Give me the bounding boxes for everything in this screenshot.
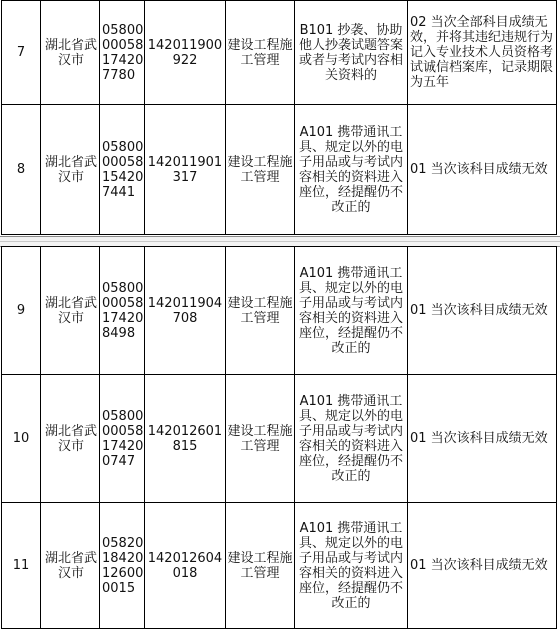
violation-reason-cell: A101 携带通讯工具、规定以外的电子用品或与考试内容相关的资料进入座位，经提醒仍不改正的 — [295, 503, 408, 629]
penalty-result-cell: 01 当次该科目成绩无效 — [408, 247, 557, 375]
violation-reason-cell: A101 携带通讯工具、规定以外的电子用品或与考试内容相关的资料进入座位，经提醒仍不改正的 — [295, 105, 408, 235]
penalty-result-cell: 02 当次全部科目成绩无效，并将其违纪违规行为记入专业技术人员资格考试诚信档案库，记录期限为五年 — [408, 1, 557, 105]
province-cell: 湖北省武汉市 — [41, 375, 100, 503]
row-number: 11 — [2, 503, 41, 629]
subject-cell: 建设工程施工管理 — [226, 1, 295, 105]
table-row — [2, 247, 557, 375]
province-cell: 湖北省武汉市 — [41, 105, 100, 235]
ticket-id-cell: 0580000058174200747 — [100, 375, 145, 503]
penalty-result-cell: 01 当次该科目成绩无效 — [408, 375, 557, 503]
subject-cell: 建设工程施工管理 — [226, 503, 295, 629]
violation-table-top — [1, 0, 557, 235]
violation-reason-cell: B101 抄袭、协助他人抄袭试题答案或者与考试内容相关资料的 — [295, 1, 408, 105]
ticket-id-cell: 0580000058174207780 — [100, 1, 145, 105]
table-row — [2, 503, 557, 629]
row-number: 7 — [2, 1, 41, 105]
ticket-id-cell: 0582018420126000015 — [100, 503, 145, 629]
province-cell: 湖北省武汉市 — [41, 503, 100, 629]
row-number: 10 — [2, 375, 41, 503]
ticket-id-cell: 0580000058174208498 — [100, 247, 145, 375]
table-row — [2, 375, 557, 503]
table-row — [2, 105, 557, 235]
violation-table-bottom — [1, 246, 557, 629]
exam-number-cell: 142011900922 — [145, 1, 226, 105]
violation-reason-cell: A101 携带通讯工具、规定以外的电子用品或与考试内容相关的资料进入座位，经提醒仍不改正的 — [295, 247, 408, 375]
ticket-id-cell: 0580000058154207441 — [100, 105, 145, 235]
violation-reason-cell: A101 携带通讯工具、规定以外的电子用品或与考试内容相关的资料进入座位，经提醒仍不改正的 — [295, 375, 408, 503]
exam-number-cell: 142011904708 — [145, 247, 226, 375]
row-number: 8 — [2, 105, 41, 235]
subject-cell: 建设工程施工管理 — [226, 105, 295, 235]
subject-cell: 建设工程施工管理 — [226, 247, 295, 375]
penalty-result-cell: 01 当次该科目成绩无效 — [408, 105, 557, 235]
exam-number-cell: 142012601815 — [145, 375, 226, 503]
table-row — [2, 1, 557, 105]
subject-cell: 建设工程施工管理 — [226, 375, 295, 503]
exam-number-cell: 142011901317 — [145, 105, 226, 235]
row-number: 9 — [2, 247, 41, 375]
page-break-line — [0, 241, 560, 242]
exam-number-cell: 142012604018 — [145, 503, 226, 629]
province-cell: 湖北省武汉市 — [41, 1, 100, 105]
penalty-result-cell: 01 当次该科目成绩无效 — [408, 503, 557, 629]
province-cell: 湖北省武汉市 — [41, 247, 100, 375]
